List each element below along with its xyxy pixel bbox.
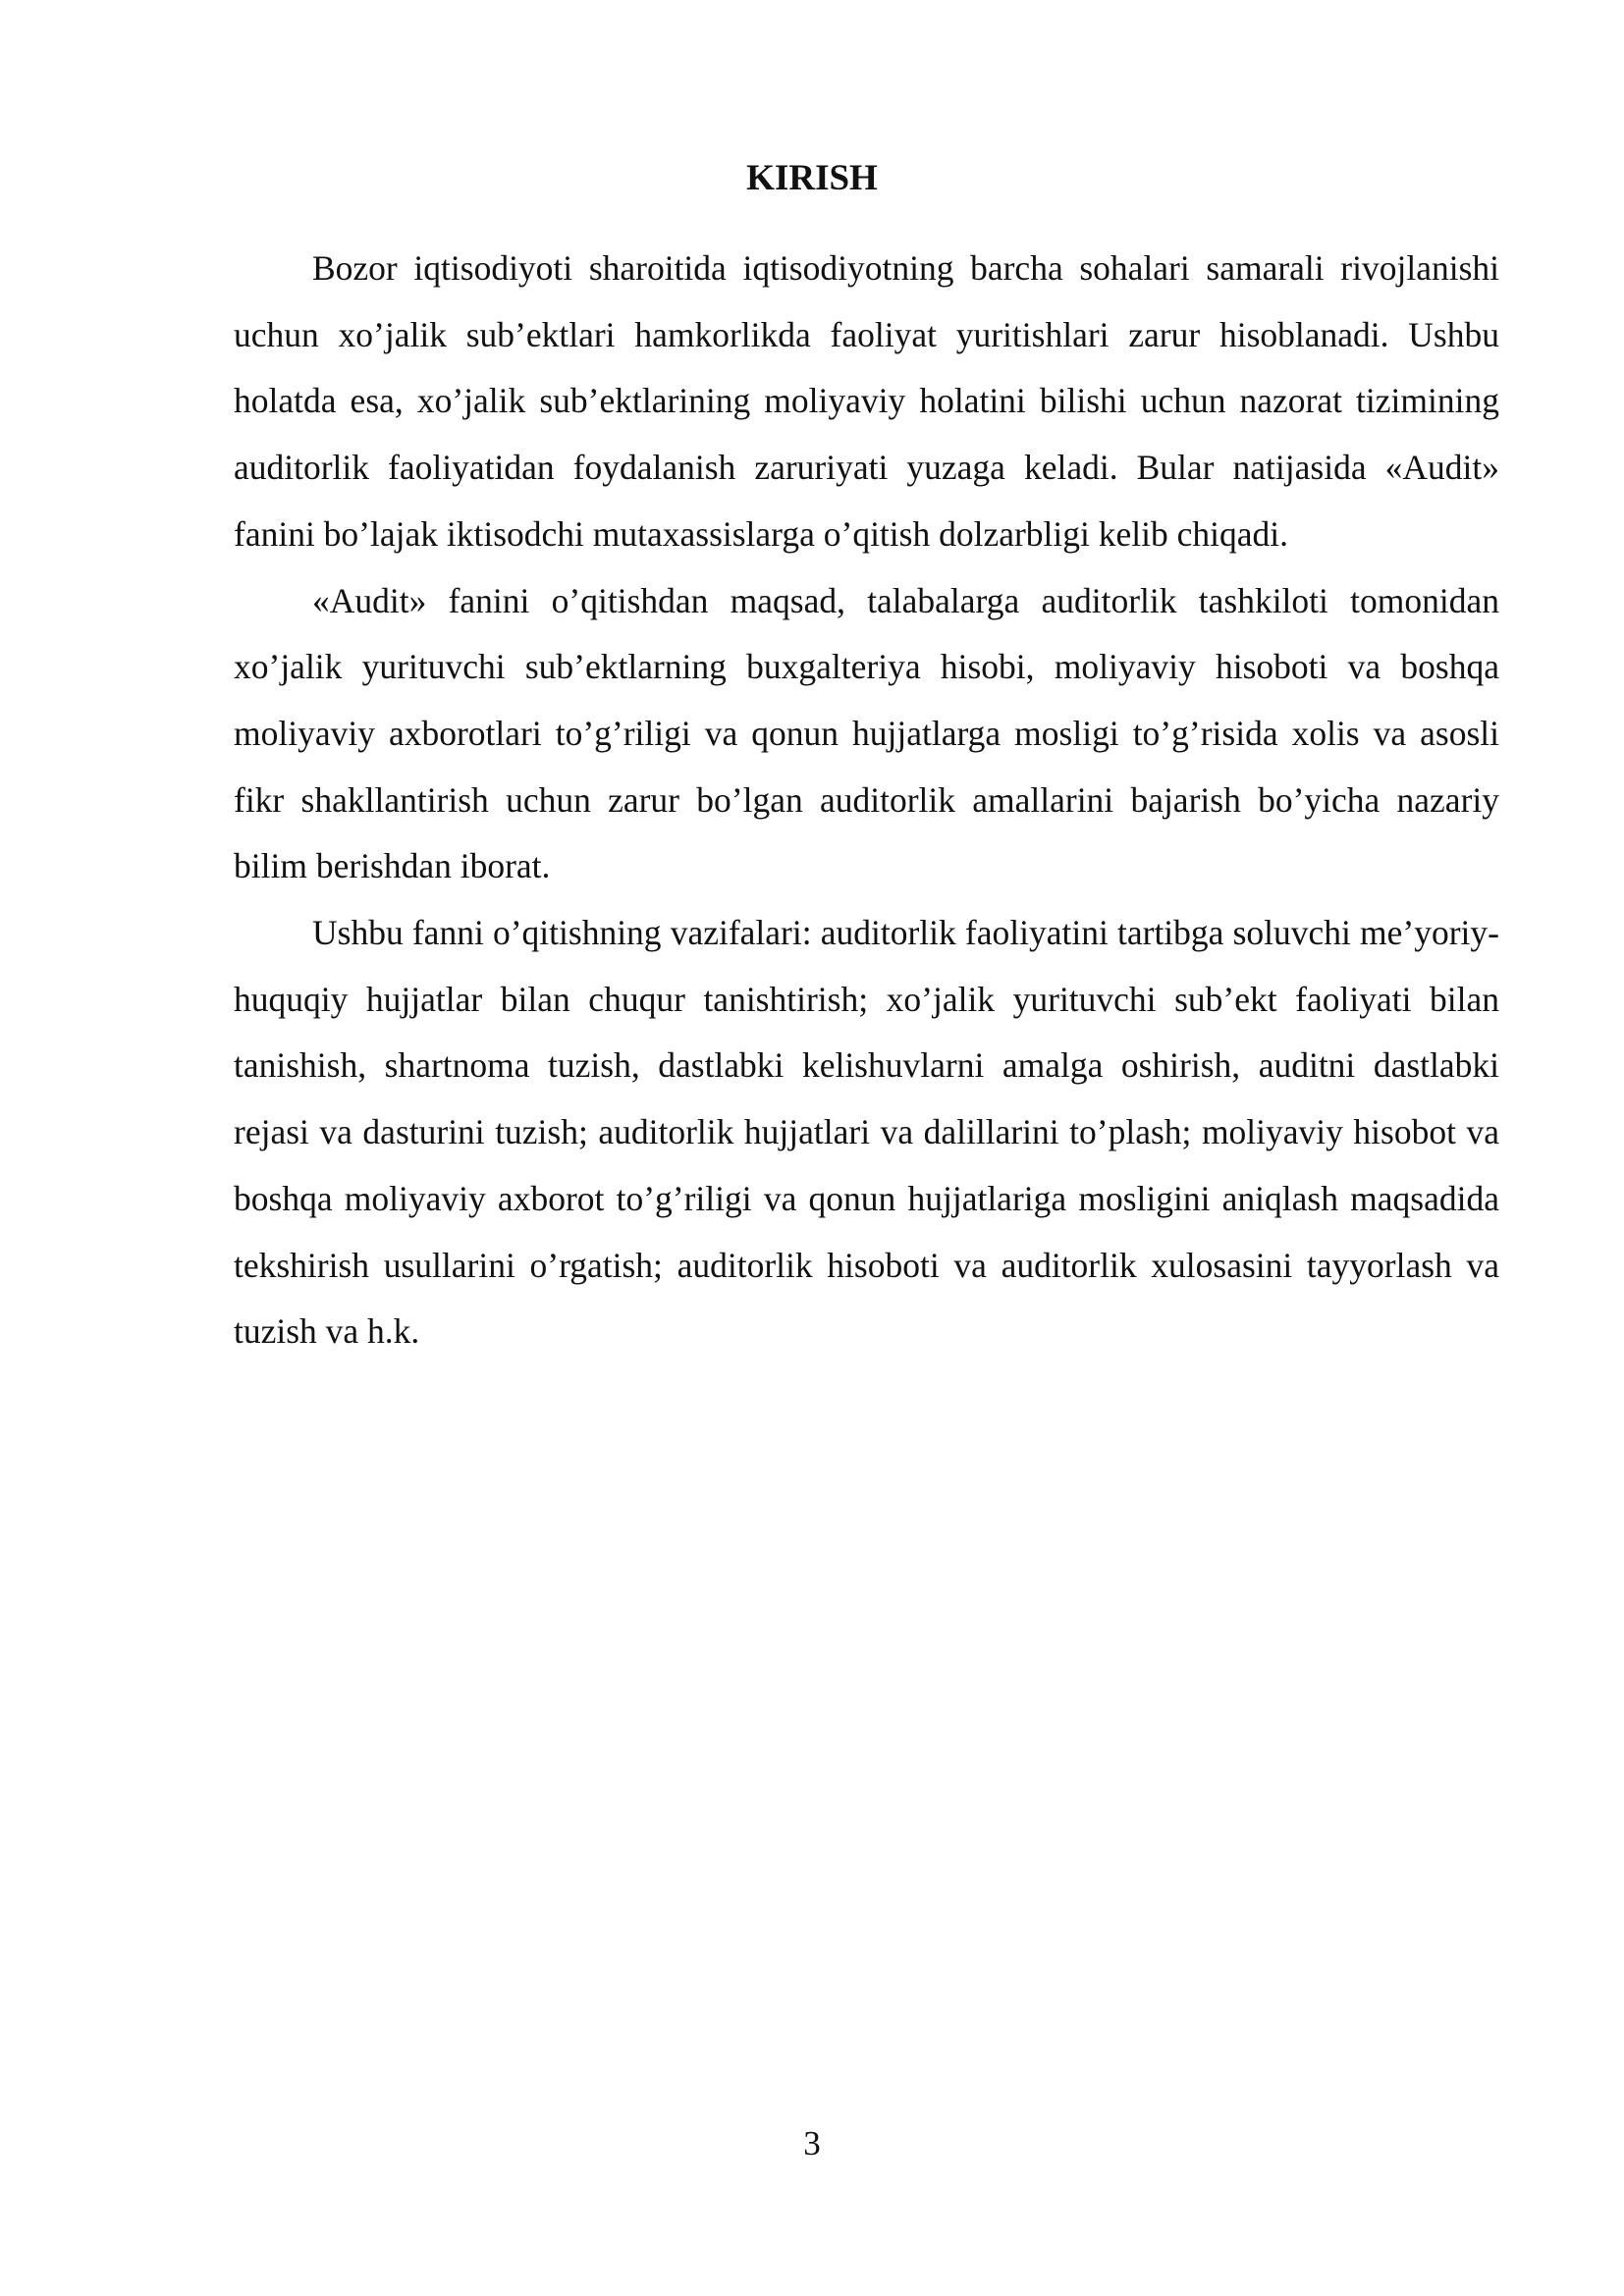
paragraph-introduction: Bozor iqtisodiyoti sharoitida iqtisodiyotning barcha sohalari samarali rivojlanishi uchun xo’jalik sub’ektlari hamkorlikda faoliyat yuritishlari zarur hisoblanadi. Ushbu holatda esa, xo’jalik sub’ektlarining moliyaviy holatini bilishi uchun nazorat tizimining auditorlik faoliyatidan foydalanish zaruriyati yuzaga keladi. Bular natijasida «Audit» fanini bo’lajak iktisodchi mutaxassislarga o’qitish dolzarbligi kelib chiqadi.	[234, 248, 1499, 554]
page-number: 3	[803, 2124, 821, 2163]
section-heading: KIRISH	[746, 158, 878, 198]
paragraph-course-goal: «Audit» fanini o’qitishdan maqsad, talabalarga auditorlik tashkiloti tomonidan xo’jalik yurituvchi sub’ektlarning buxgalteriya hisobi, moliyaviy hisoboti va boshqa moliyaviy axborotlari to’g’riligi va qonun hujjatlarga mosligi to’g’risida xolis va asosli fikr shakllantirish uchun zarur bo’lgan auditorlik amallarini bajarish bo’yicha nazariy bilim berishdan iborat.	[234, 580, 1499, 886]
paragraph-course-tasks: Ushbu fanni o’qitishning vazifalari: auditorlik faoliyatini tartibga soluvchi me’yoriy-huquqiy hujjatlar bilan chuqur tanishtirish; xo’jalik yurituvchi sub’ekt faoliyati bilan tanishish, shartnoma tuzish, dastlabki kelishuvlarni amalga oshirish, auditni dastlabki rejasi va dasturini tuzish; auditorlik hujjatlari va dalillarini to’plash; moliyaviy hisobot va boshqa moliyaviy axborot to’g’riligi va qonun hujjatlariga mosligini aniqlash maqsadida tekshirish usullarini o’rgatish; auditorlik hisoboti va auditorlik xulosasini tayyorlash va tuzish va h.k.	[234, 913, 1499, 1352]
body-text	[234, 236, 1499, 1365]
